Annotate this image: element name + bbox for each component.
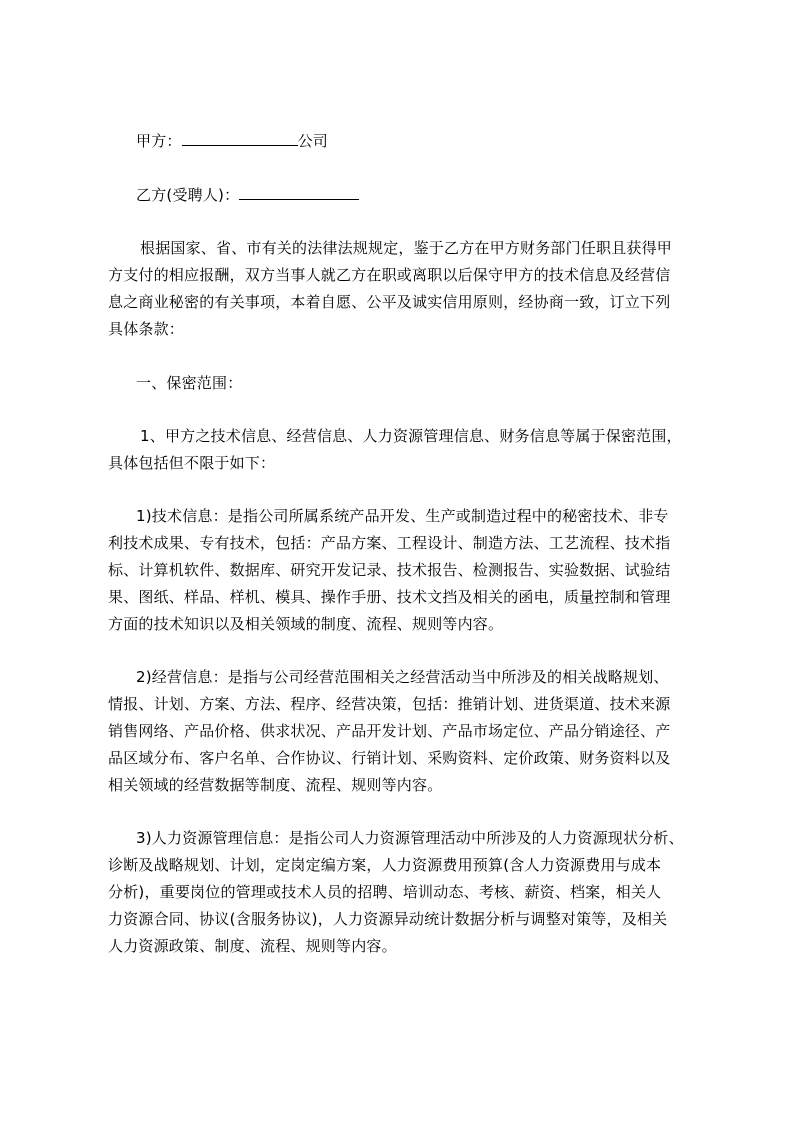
item-1-line-2: 利技术成果、专有技术，包括：产品方案、工程设计、制造方法、工艺流程、技术指 [108, 534, 671, 552]
item-1-line-1: 1)技术信息：是指公司所属系统产品开发、生产或制造过程中的秘密技术、非专 [136, 507, 669, 525]
item-2-line-5: 相关领域的经营数据等制度、流程、规则等内容。 [108, 776, 443, 794]
intro-line-2: 方支付的相应报酬，双方当事人就乙方在职或离职以后保守甲方的技术信息及经营信 [108, 266, 671, 284]
intro-line-3: 息之商业秘密的有关事项，本着自愿、公平及诚实信用原则，经协商一致，订立下列 [108, 293, 671, 311]
intro-line-1: 根据国家、省、市有关的法律法规规定，鉴于乙方在甲方财务部门任职且获得甲 [140, 239, 673, 257]
item-1-line-4: 果、图纸、样品、样机、模具、操作手册、技术文挡及相关的函电，质量控制和管理 [108, 588, 671, 606]
item-2-line-3: 销售网络、产品价格、供求状况、产品开发计划、产品市场定位、产品分销途径、产 [108, 722, 671, 740]
party-a-blank [182, 131, 298, 146]
item-3-line-3: 分析)，重要岗位的管理或技术人员的招聘、培训动态、考核、薪资、档案，相关人 [108, 883, 662, 901]
item-3-line-5: 人力资源政策、制度、流程、规则等内容。 [108, 937, 397, 955]
item-3-line-1: 3)人力资源管理信息：是指公司人力资源管理活动中所涉及的人力资源现状分析、 [136, 829, 684, 847]
item-1-line-5: 方面的技术知识以及相关领域的制度、流程、规则等内容。 [108, 615, 504, 633]
party-b-label: 乙方(受聘人)： [136, 186, 240, 204]
item-3-line-4: 力资源合同、协议(含服务协议)，人力资源异动统计数据分析与调整对策等，及相关 [108, 910, 668, 928]
intro-line-4: 具体条款： [108, 320, 185, 338]
section-1-title: 一、保密范围： [136, 374, 243, 392]
item-3-line-2: 诊断及战略规划、计划，定岗定编方案，人力资源费用预算(含人力资源费用与成本 [108, 856, 662, 874]
clause-1-line-2: 具体包括但不限于如下： [108, 454, 276, 472]
clause-1-line-1: 1、甲方之技术信息、经营信息、人力资源管理信息、财务信息等属于保密范围， [140, 427, 682, 445]
party-a-label: 甲方： [136, 132, 182, 150]
party-a-line [136, 131, 328, 151]
party-b-line [136, 185, 359, 205]
party-b-blank [239, 185, 359, 200]
item-2-line-4: 品区域分布、客户名单、合作协议、行销计划、采购资料、定价政策、财务资料以及 [108, 749, 671, 767]
item-2-line-2: 情报、计划、方案、方法、程序、经营决策，包括：推销计划、进货渠道、技术来源 [108, 695, 671, 713]
item-1-line-3: 标、计算机软件、数据库、研究开发记录、技术报告、检测报告、实验数据、试验结 [108, 561, 671, 579]
party-a-suffix: 公司 [297, 132, 329, 150]
item-2-line-1: 2)经营信息：是指与公司经营范围相关之经营活动当中所涉及的相关战略规划、 [136, 668, 669, 686]
